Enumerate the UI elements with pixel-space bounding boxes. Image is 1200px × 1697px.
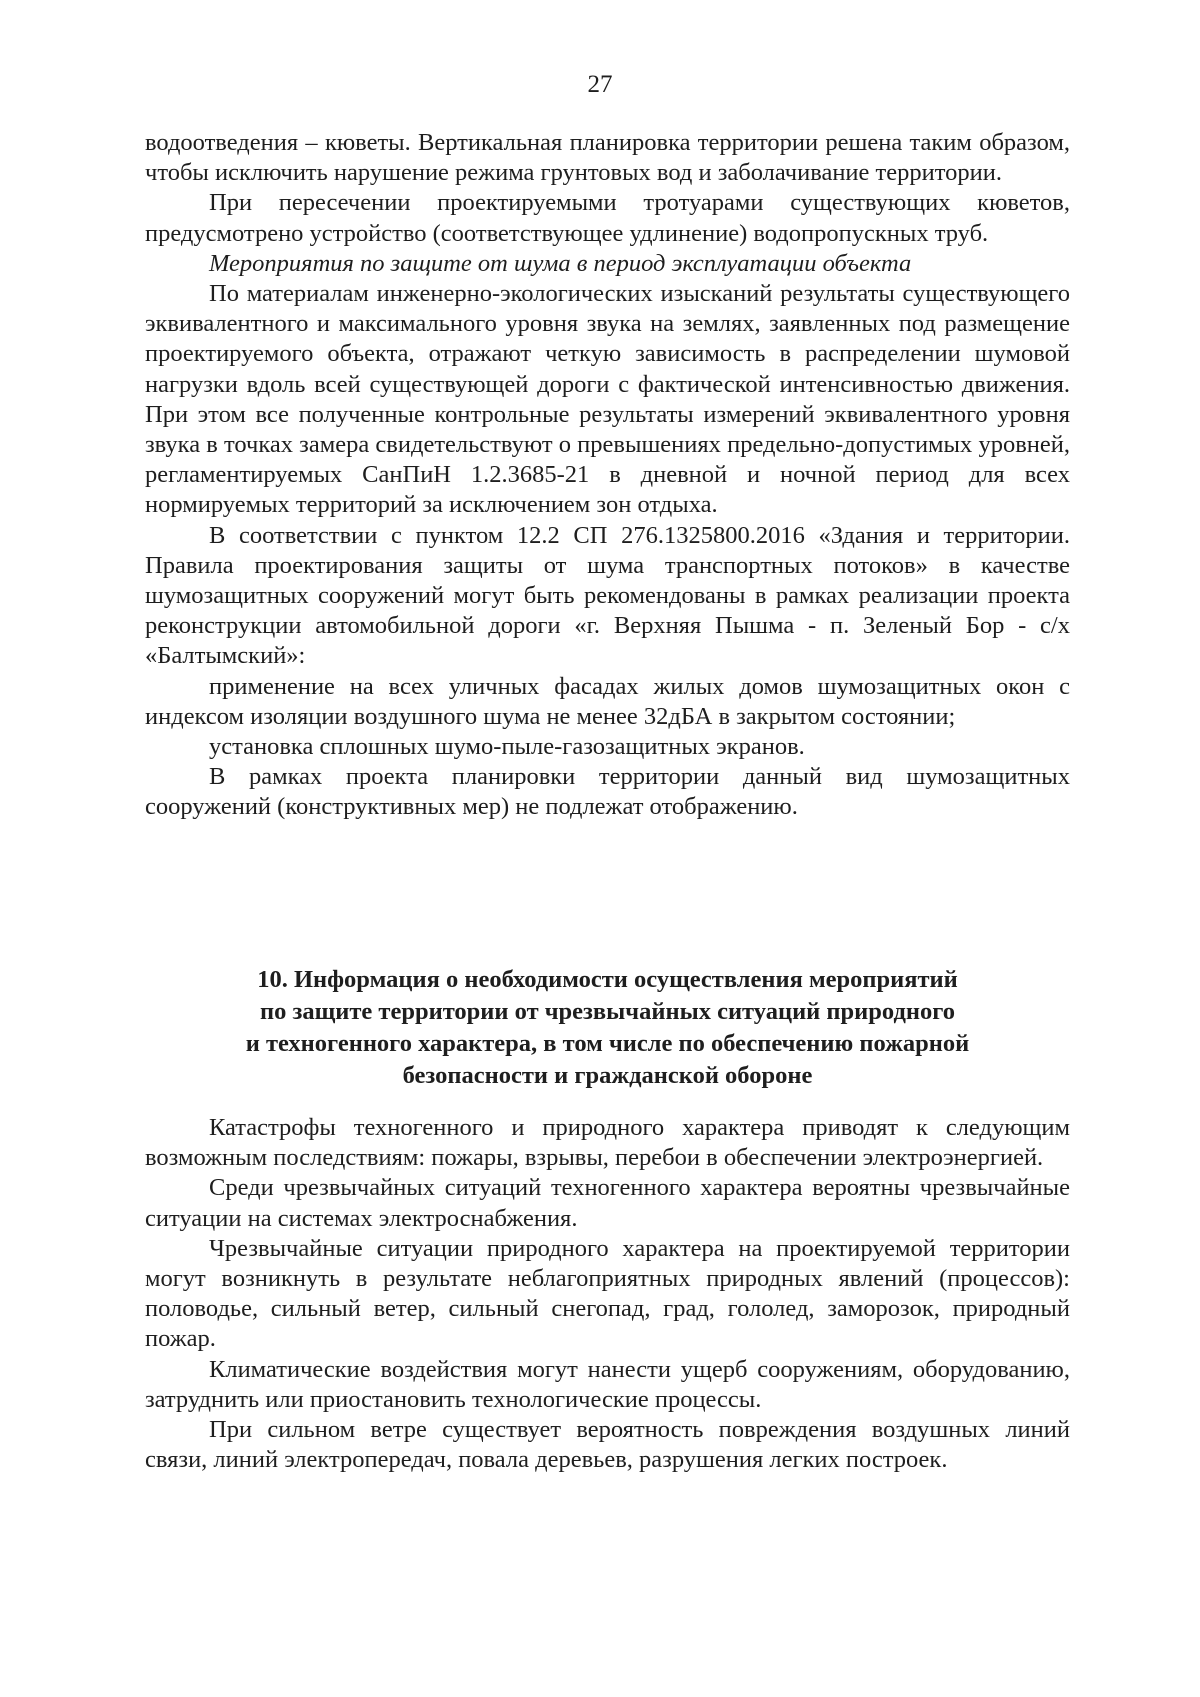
section-heading-line: безопасности и гражданской обороне — [402, 1062, 813, 1089]
paragraph-drainage: водоотведения – кюветы. Вертикальная планировка территории решена таким образом, чтобы исключить нарушение режима грунтовых вод и заболачивание территории. — [145, 129, 1070, 187]
paragraph-natural: Чрезвычайные ситуации природного характера на проектируемой территории могут возникнуть в результате неблагоприятных природных явлений (процессов): половодье, сильный ветер, сильный снегопад, град, гололед, заморозок, природный пожар. — [145, 1234, 1070, 1353]
bottom-text-block — [145, 1113, 1070, 1475]
section-heading — [145, 964, 1070, 1092]
top-text-block — [145, 128, 1070, 823]
paragraph-noise-screens: установка сплошных шумо-пыле-газозащитных экранов. — [209, 733, 805, 761]
paragraph-noise-survey: По материалам инженерно-экологических изысканий результаты существующего эквивалентного и максимального уровня звука на землях, заявленных под размещение проектируемого объекта, отражают четкую зависимость в распределении шумовой нагрузки вдоль всей существующей дороги с фактической интенсивностью движения. При этом все полученные контрольные результаты измерений эквивалентного уровня звука в точках замера свидетельствуют о превышениях предельно-допустимых уровней, регламентируемых СанПиН 1.2.3685-21 в дневной и ночной период для всех нормируемых территорий за исключением зон отдыха. — [145, 280, 1070, 519]
paragraph-strong-wind: При сильном ветре существует вероятность повреждения воздушных линий связи, линий электропередач, повала деревьев, разрушения легких построек. — [145, 1416, 1070, 1474]
paragraph-climatic: Климатические воздействия могут нанести ущерб сооружениям, оборудованию, затруднить или приостановить технологические процессы. — [145, 1355, 1070, 1413]
paragraph-sp-reference: В соответствии с пунктом 12.2 СП 276.1325800.2016 «Здания и территории. Правила проектирования защиты от шума транспортных потоков» в качестве шумозащитных сооружений могут быть рекомендованы в рамках реализации проекта реконструкции автомобильной дороги «г. Верхняя Пышма - п. Зеленый Бор - с/х «Балтымский»: — [145, 521, 1070, 670]
paragraph-sidewalks: При пересечении проектируемыми тротуарами существующих кюветов, предусмотрено устройство (соответствующее удлинение) водопропускных труб. — [145, 189, 1070, 247]
page-number: 27 — [587, 71, 613, 98]
subheading-noise-protection: Мероприятия по защите от шума в период эксплуатации объекта — [209, 249, 912, 277]
section-heading-line: 10. Информация о необходимости осуществления мероприятий — [257, 966, 958, 993]
paragraph-noise-windows: применение на всех уличных фасадах жилых домов шумозащитных окон с индексом изоляции воздушного шума не менее 32дБА в закрытом состоянии; — [145, 672, 1070, 730]
paragraph-disasters: Катастрофы техногенного и природного характера приводят к следующим возможным последствиям: пожары, взрывы, перебои в обеспечении электроэнергией. — [145, 1114, 1070, 1172]
section-heading-line: по защите территории от чрезвычайных ситуаций природного — [260, 998, 955, 1025]
section-heading-line: и техногенного характера, в том числе по обеспечению пожарной — [245, 1030, 970, 1057]
paragraph-not-displayed: В рамках проекта планировки территории данный вид шумозащитных сооружений (конструктивных мер) не подлежат отображению. — [145, 763, 1070, 821]
paragraph-technogenic: Среди чрезвычайных ситуаций техногенного характера вероятны чрезвычайные ситуации на системах электроснабжения. — [145, 1174, 1070, 1232]
